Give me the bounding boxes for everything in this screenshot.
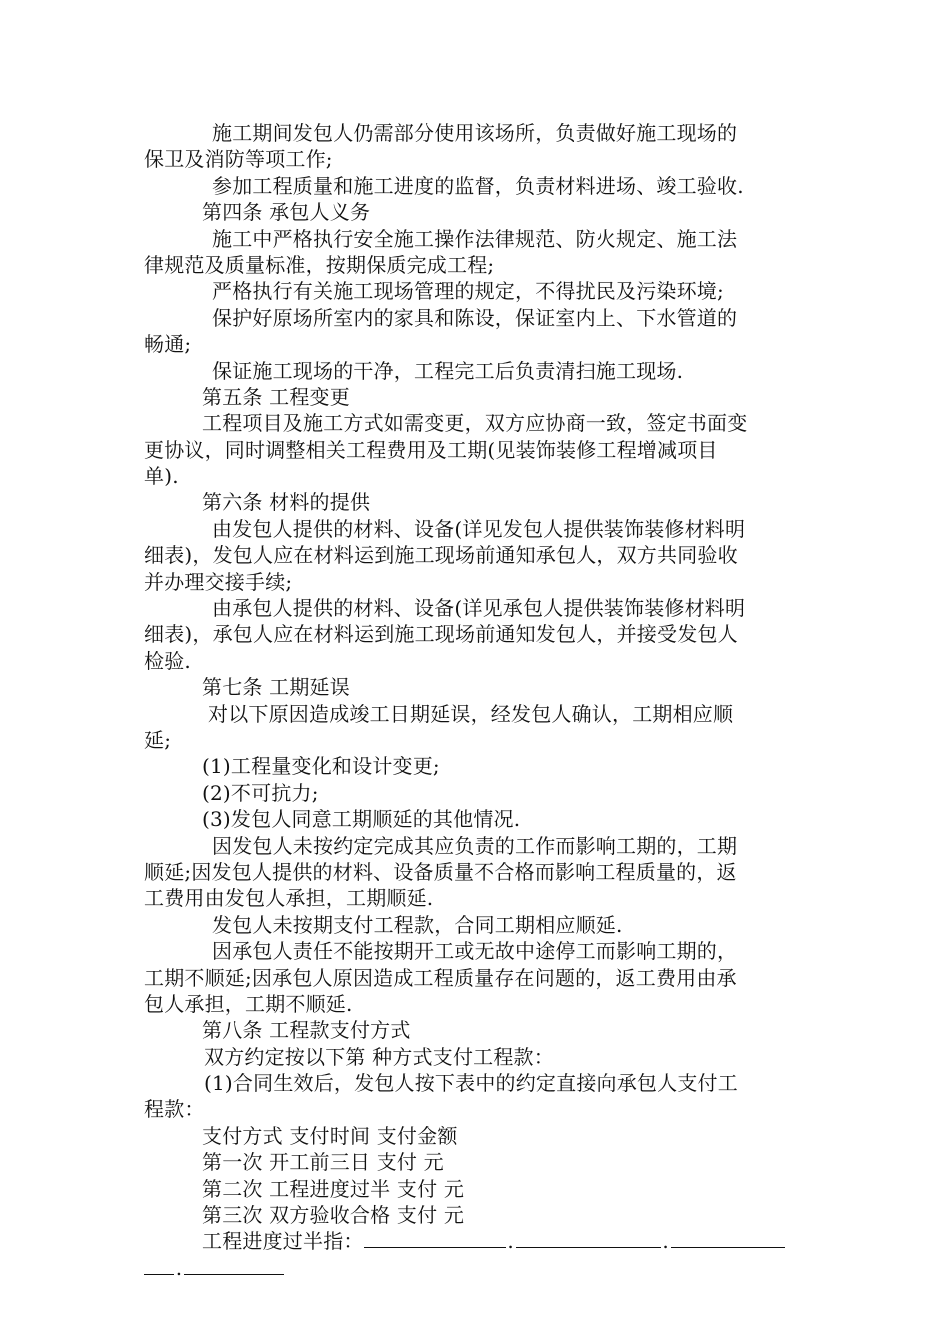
paragraph-line: 由承包人提供的材料、设备(详见承包人提供装饰装修材料明 [212,596,746,621]
payment-table-header: 支付方式 支付时间 支付金额 [202,1123,458,1148]
paragraph-line: 细表)，发包人应在材料运到施工现场前通知承包人，双方共同验收 [144,543,738,568]
list-item: (1)工程量变化和设计变更; [202,754,440,779]
payment-table-row: 第一次 开工前三日 支付 元 [202,1150,444,1175]
article-heading: 第八条 工程款支付方式 [202,1018,411,1043]
paragraph-line: 工费用由发包人承担，工期顺延. [144,886,434,911]
paragraph-line: 单). [144,464,179,489]
list-item: (3)发包人同意工期顺延的其他情况. [202,807,521,832]
progress-definition-line [144,1228,814,1254]
paragraph-line: 细表)，承包人应在材料运到施工现场前通知发包人，并接受发包人 [144,622,738,647]
paragraph-line: 并办理交接手续; [144,569,293,594]
paragraph-line: 对以下原因造成竣工日期延误，经发包人确认，工期相应顺 [208,701,734,726]
paragraph-line: 因承包人责任不能按期开工或无故中途停工而影响工期的， [212,939,738,964]
paragraph-line: (1)合同生效后，发包人按下表中的约定直接向承包人支付工 [204,1071,738,1096]
paragraph-line: 延; [144,727,172,752]
paragraph-line: 因发包人未按约定完成其应负责的工作而影响工期的，工期 [212,833,738,858]
paragraph-line: 双方约定按以下第 种方式支付工程款： [204,1044,554,1069]
paragraph-line: 严格执行有关施工现场管理的规定，不得扰民及污染环境; [212,279,724,304]
paragraph-line: 畅通; [144,332,192,357]
paragraph-line: 施工中严格执行安全施工操作法律规范、防火规定、施工法 [212,226,738,251]
article-heading: 第五条 工程变更 [202,384,350,409]
separator-dot: . [507,1229,514,1254]
paragraph-line: 检验. [144,648,191,673]
fill-in-blank [516,1229,661,1248]
blank-continuation-line [144,1255,814,1281]
paragraph-line: 由发包人提供的材料、设备(详见发包人提供装饰装修材料明 [212,516,746,541]
paragraph-line: 保证施工现场的干净，工程完工后负责清扫施工现场. [212,358,684,383]
fill-in-blank [364,1229,506,1248]
paragraph-line: 程款： [144,1097,205,1122]
article-heading: 第七条 工期延误 [202,675,350,700]
paragraph-line: 施工期间发包人仍需部分使用该场所，负责做好施工现场的 [212,121,738,145]
paragraph-line: 律规范及质量标准，按期保质完成工程; [144,252,495,277]
article-heading: 第四条 承包人义务 [202,200,371,225]
fill-in-blank [144,1256,174,1275]
progress-definition-label: 工程进度过半指： [202,1229,364,1254]
article-heading: 第六条 材料的提供 [202,490,371,515]
paragraph-line: 顺延;因发包人提供的材料、设备质量不合格而影响工程质量的，返 [144,859,737,884]
paragraph-line: 保护好原场所室内的家具和陈设，保证室内上、下水管道的 [212,305,738,330]
separator-dot: . [175,1255,183,1280]
fill-in-blank [184,1256,284,1275]
paragraph-line: 工程项目及施工方式如需变更，双方应协商一致，签定书面变 [202,411,748,436]
paragraph-line: 包人承担，工期不顺延. [144,991,353,1016]
payment-table-row: 第二次 工程进度过半 支付 元 [202,1176,465,1201]
contract-text [144,120,814,1281]
payment-table-row: 第三次 双方验收合格 支付 元 [202,1203,465,1228]
paragraph-line: 保卫及消防等项工作; [144,147,333,172]
paragraph-line: 更协议，同时调整相关工程费用及工期(见装饰装修工程增减项目 [144,437,718,462]
fill-in-blank [671,1229,785,1248]
paragraph-line: 工期不顺延;因承包人原因造成工程质量存在问题的，返工费用由承 [144,965,737,990]
paragraph-line: 参加工程质量和施工进度的监督，负责材料进场、竣工验收. [212,173,744,198]
list-item: (2)不可抗力; [202,780,319,805]
separator-dot: . [662,1229,669,1254]
paragraph-line: 发包人未按期支付工程款，合同工期相应顺延. [212,912,623,937]
